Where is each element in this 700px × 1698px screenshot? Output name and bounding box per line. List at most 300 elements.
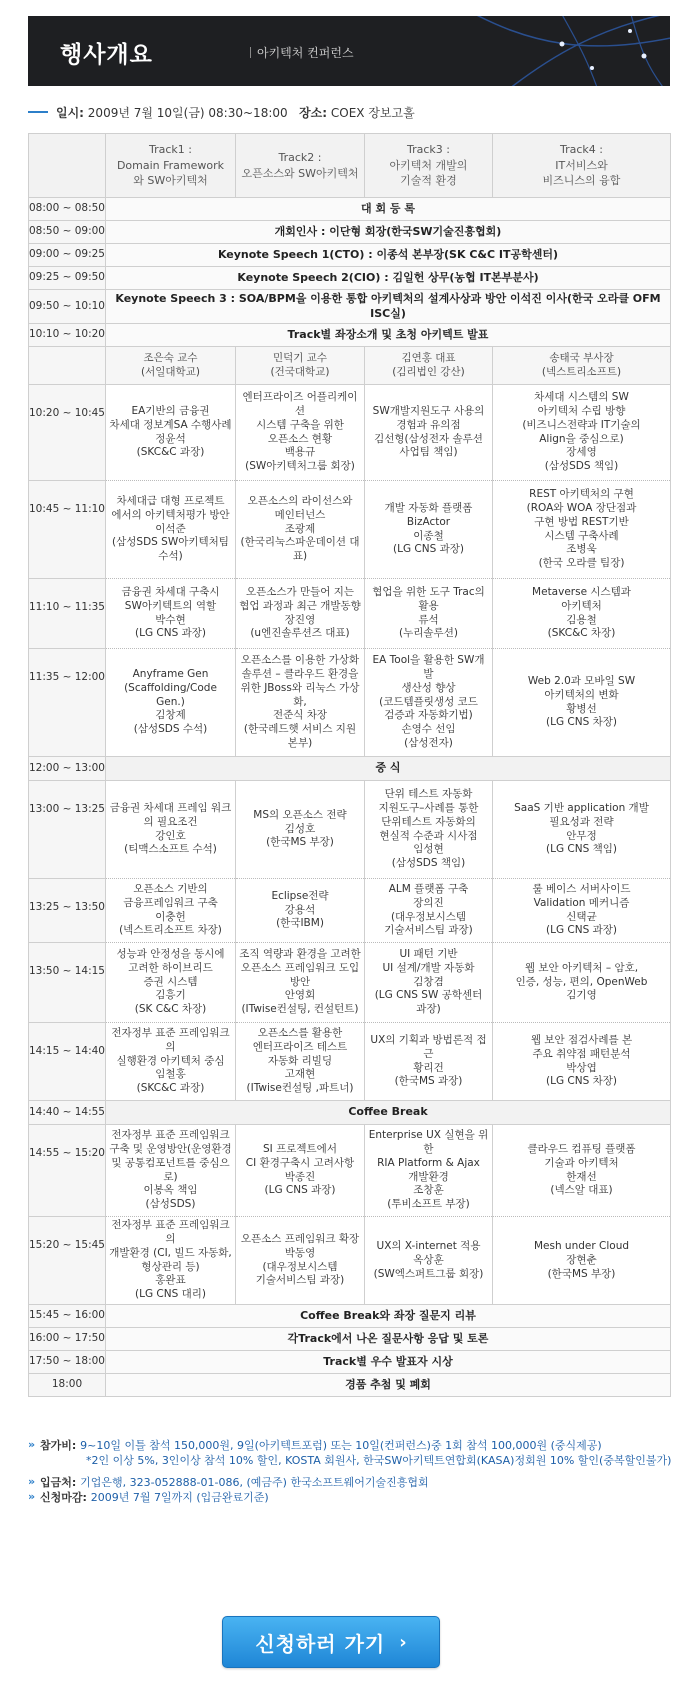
time-cell	[29, 347, 106, 385]
date-label: 일시:	[56, 106, 84, 120]
plenary-session: 개회인사 : 이단형 회장(한국SW기술진흥협회)	[106, 221, 671, 244]
session-talk	[236, 1023, 365, 1101]
cell-line: 오픈소스의 라이선스와	[247, 494, 353, 507]
cell-line: 협업 과정과 최근 개발동향	[239, 599, 361, 612]
discount-note: *2인 이상 5%, 3인이상 참석 10% 할인, KOSTA 회원사, 한국SW아키텍트연합회(KASA)정회원 10% 할인(중복할인불가)	[86, 1454, 672, 1468]
cell-line: 홍완표	[155, 1274, 186, 1287]
plenary-session: Track별 좌장소개 및 초청 아키텍트 발표	[106, 324, 671, 347]
plenary-row	[29, 1351, 671, 1374]
cell-line: 강용석	[284, 903, 316, 916]
cell-line: 박동영	[284, 1246, 316, 1259]
session-talk	[106, 943, 236, 1023]
cell-line: 단위 테스트 자동화	[384, 787, 473, 800]
cell-line: (티맥스소프트 수석)	[124, 843, 217, 856]
time-cell: 10:45 ~ 11:10	[29, 481, 106, 579]
plenary-session: Track별 우수 발표자 시상	[106, 1351, 671, 1374]
cell-line: Validation 메커니즘	[533, 896, 630, 909]
cell-line: 개발환경	[408, 1170, 449, 1183]
cell-line: (SK C&C 차장)	[134, 1003, 207, 1016]
cell-line: 생산성 향상	[401, 681, 456, 694]
cell-line: 손영수 선임	[401, 723, 456, 736]
cell-line: SW개발지원도구 사용의	[372, 404, 485, 417]
cell-line: 전자정부 표준 프레임워크의	[111, 1219, 230, 1245]
cell-line: 아키텍처의 변화	[544, 688, 619, 701]
session-talk	[236, 943, 365, 1023]
session-talk	[106, 781, 236, 879]
cell-line: 김흥기	[155, 989, 186, 1002]
time-cell: 09:00 ~ 09:25	[29, 244, 106, 267]
cell-line: SI 프로젝트에서	[263, 1142, 337, 1155]
date-value: 2009년 7월 10일(금) 08:30~18:00	[83, 106, 288, 120]
cell-line: 개발 자동화 플랫폼	[384, 501, 473, 514]
session-talk	[365, 385, 493, 481]
cell-line: Eclipse전략	[271, 889, 329, 902]
cell-line: 전준식 차장	[272, 709, 328, 722]
session-talk	[106, 481, 236, 579]
track-header-4	[493, 134, 671, 198]
time-cell: 15:45 ~ 16:00	[29, 1305, 106, 1328]
registration-notes	[28, 1438, 678, 1506]
session-talk	[365, 579, 493, 649]
cell-line: 오픈소스를 활용한	[257, 1026, 343, 1039]
session-talk	[493, 385, 671, 481]
cell-line: 및 공통컴포넌트를 중심으로)	[111, 1156, 230, 1183]
cell-line: (삼성SDS SW아키텍처팀	[112, 536, 229, 549]
cell-line: 안영회	[284, 989, 316, 1002]
cell-line: 류석	[418, 613, 439, 626]
cell-line: IT서비스와	[555, 158, 608, 172]
track-header-3	[365, 134, 493, 198]
cell-line: 실행환경 아키텍처 중심	[116, 1054, 225, 1067]
plenary-row	[29, 198, 671, 221]
session-row	[29, 781, 671, 879]
cell-line: (서일대학교)	[141, 365, 200, 378]
cell-line: UI 패턴 기반	[399, 947, 458, 960]
session-talk	[493, 579, 671, 649]
session-talk	[236, 649, 365, 757]
cell-line: 에서의 아키텍처평가 방안	[111, 508, 230, 521]
track-chair-2	[236, 347, 365, 385]
session-talk	[236, 481, 365, 579]
cell-line: 조병욱	[566, 543, 597, 556]
session-talk	[106, 579, 236, 649]
cell-line: (삼성SDS)	[145, 1198, 196, 1211]
cell-line: (한국MS 과장)	[394, 1075, 463, 1088]
plenary-row	[29, 1374, 671, 1397]
cell-line: 송태국 부사장	[549, 351, 614, 364]
cell-line: (LG CNS 과장)	[546, 924, 617, 937]
cell-line: 엔터프라이즈 테스트	[252, 1040, 348, 1053]
cell-line: (SKC&C 과장)	[136, 1082, 205, 1095]
cell-line: 구현 방법 REST기반	[534, 515, 629, 528]
time-cell: 10:10 ~ 10:20	[29, 324, 106, 347]
cell-line: (u엔진솔루션즈 대표)	[250, 627, 350, 640]
cell-line: (LG CNS 과장)	[393, 543, 464, 556]
cell-line: 조은숙 교수	[143, 351, 198, 364]
plenary-session: Keynote Speech 2(CIO) : 김일헌 상무(농협 IT본부분사)	[106, 267, 671, 290]
cell-line: 수석)	[158, 550, 183, 563]
cell-line: 구축 및 운영방안(운영환경	[109, 1142, 232, 1155]
plenary-session: Coffee Break와 좌장 질문지 리뷰	[106, 1305, 671, 1328]
cell-line: RIA Platform & Ajax	[377, 1156, 480, 1169]
cell-line: 이봉옥 책임	[143, 1184, 198, 1197]
session-talk	[493, 1023, 671, 1101]
cell-line: 인증, 성능, 편의, OpenWeb	[515, 975, 648, 988]
cell-line: 백용규	[284, 446, 316, 459]
time-cell: 09:50 ~ 10:10	[29, 290, 106, 324]
cell-line: 고려한 하이브리드	[128, 961, 213, 974]
cell-line: (한국레드햇 서비스 지원본부)	[243, 723, 357, 750]
time-cell: 13:50 ~ 14:15	[29, 943, 106, 1023]
cell-line: (건국대학교)	[270, 365, 330, 378]
cell-line: (LG CNS SW 공학센터 과장)	[374, 989, 483, 1016]
cell-line: 사업팀 책임)	[399, 446, 458, 459]
cell-line: UX의 기획과 방법론적 접근	[370, 1033, 487, 1060]
plenary-session: Keynote Speech 1(CTO) : 이종석 본부장(SK C&C IT공학센터)	[106, 244, 671, 267]
plenary-session: Coffee Break	[106, 1101, 671, 1125]
session-row	[29, 1217, 671, 1305]
session-talk	[236, 781, 365, 879]
cell-line: (삼성SDS 책임)	[544, 460, 619, 473]
cell-line: 웹 보안 점검사례를 본	[530, 1033, 633, 1046]
cell-line: Track1 :	[149, 143, 192, 157]
cell-line: 박상엽	[566, 1061, 597, 1074]
cell-line: 전자정부 표준 프레임워크	[111, 1128, 230, 1141]
time-cell: 08:00 ~ 08:50	[29, 198, 106, 221]
session-row	[29, 385, 671, 481]
track-header-row	[29, 134, 671, 198]
cell-line: 현실적 수준과 시사점	[379, 829, 478, 842]
cell-line: 주요 취약점 패턴분석	[532, 1047, 631, 1060]
cell-line: 이석준	[155, 522, 186, 535]
cell-line: 성능과 안정성을 동시에	[116, 947, 225, 960]
cell-line: 차세대 정보계SA 수행사례	[109, 418, 232, 431]
cell-line: 아키텍처	[561, 599, 602, 612]
cell-line: 오픈소스와 SW아키텍처	[241, 166, 359, 180]
cell-line: 의 필요조건	[143, 815, 198, 828]
plenary-session: 각Track에서 나온 질문사항 응답 및 토론	[106, 1328, 671, 1351]
plenary-row	[29, 324, 671, 347]
cell-line: 웹 보안 아키텍처 – 암호,	[524, 961, 639, 974]
cell-line: 고재현	[284, 1068, 316, 1081]
cell-line: Web 2.0과 모바일 SW	[527, 674, 636, 687]
cell-line: 오픈소스가 만들어 지는	[245, 585, 355, 598]
cell-line: (SKC&C 차장)	[547, 627, 616, 640]
page-subtitle: 아키텍처 컨퍼런스	[250, 44, 354, 61]
time-cell: 11:10 ~ 11:35	[29, 579, 106, 649]
session-talk	[236, 385, 365, 481]
cell-line: Anyframe Gen	[132, 667, 209, 680]
cell-line: 기술서비스팀 과장)	[255, 1274, 345, 1287]
time-cell: 12:00 ~ 13:00	[29, 757, 106, 781]
cell-line: (Scaffolding/Code Gen.)	[124, 681, 217, 708]
cell-line: 메인터넌스	[274, 508, 326, 521]
cell-line: 조직 역량과 환경을 고려한	[239, 947, 361, 960]
cell-line: (LG CNS 과장)	[135, 627, 206, 640]
cell-line: 정윤석	[155, 432, 186, 445]
cell-line: 전자정부 표준 프레임워크의	[111, 1026, 230, 1053]
time-cell: 13:00 ~ 13:25	[29, 781, 106, 879]
time-cell: 14:40 ~ 14:55	[29, 1101, 106, 1125]
cell-line: 한재선	[566, 1170, 597, 1183]
cell-line: 김연홍 대표	[401, 351, 456, 364]
cell-line: 오픈소스 프레임워크 도입방안	[240, 961, 360, 988]
corner-cell	[29, 134, 106, 198]
cell-line: 오픈소스를 이용한 가상화	[240, 654, 360, 667]
cell-line: 조창훈	[413, 1184, 444, 1197]
cell-line: 장현춘	[566, 1253, 597, 1266]
apply-button-label: 신청하러 가기	[255, 1631, 386, 1656]
session-talk	[365, 649, 493, 757]
cell-line: 단위테스트 자동화의	[381, 815, 476, 828]
cell-line: 기술과 아키텍처	[544, 1156, 619, 1169]
session-talk	[365, 1125, 493, 1217]
break-row	[29, 1101, 671, 1125]
cell-line: Metaverse 시스템과	[532, 585, 631, 598]
cell-line: Track2 :	[278, 151, 322, 165]
session-talk	[106, 385, 236, 481]
session-talk	[365, 781, 493, 879]
session-row	[29, 649, 671, 757]
cell-line: (누리솔루션)	[399, 627, 458, 640]
cell-line: (ITwise컨설팅, 컨설턴트)	[241, 1003, 359, 1016]
plenary-session: 중 식	[106, 757, 671, 781]
time-cell: 18:00	[29, 1374, 106, 1397]
cell-line: 개발환경 (CI, 빌드 자동화,	[109, 1246, 232, 1259]
cell-line: 임성현	[413, 843, 444, 856]
place-value: COEX 장보고홀	[327, 106, 415, 120]
page-title: 행사개요	[60, 42, 153, 68]
cell-line: (넥스알 대표)	[550, 1184, 613, 1197]
cell-line: (넥스트리소프트 차장)	[119, 924, 222, 937]
session-talk	[365, 943, 493, 1023]
plenary-row	[29, 1305, 671, 1328]
cell-line: (SKC&C 과장)	[136, 446, 205, 459]
session-talk	[493, 943, 671, 1023]
cell-line: 이종철	[413, 529, 444, 542]
time-cell: 15:20 ~ 15:45	[29, 1217, 106, 1305]
cell-line: REST 아키텍처의 구현	[529, 487, 634, 500]
dash-icon	[28, 111, 48, 113]
cell-line: EA기반의 금융권	[131, 404, 210, 417]
cell-line: 장세영	[566, 446, 597, 459]
cell-line: Domain Framework	[116, 158, 225, 172]
place-label: 장소:	[299, 106, 328, 120]
cell-line: (한국IBM)	[276, 917, 324, 930]
cell-line: 활용	[418, 599, 439, 612]
network-decoration-icon	[440, 16, 670, 86]
cell-line: 강인호	[155, 829, 186, 842]
cell-line: 아키텍처 수립 방향	[537, 404, 626, 417]
cell-line: 차세대 시스템의 SW	[534, 390, 629, 403]
time-cell: 16:00 ~ 17:50	[29, 1328, 106, 1351]
cell-line: (LG CNS 책임)	[546, 843, 617, 856]
session-talk	[365, 1217, 493, 1305]
event-info	[28, 104, 415, 121]
cell-line: 김기영	[566, 989, 597, 1002]
cell-line: 조광제	[284, 522, 316, 535]
session-talk	[106, 879, 236, 943]
cell-line: 지원도구–사례를 통한	[378, 801, 479, 814]
header-banner	[28, 16, 670, 86]
cell-line: 안무정	[566, 829, 597, 842]
session-talk	[493, 1217, 671, 1305]
time-cell: 09:25 ~ 09:50	[29, 267, 106, 290]
cell-line: 증권 시스템	[143, 975, 198, 988]
apply-button[interactable]	[222, 1616, 440, 1668]
cell-line: 임철홍	[155, 1068, 186, 1081]
break-row	[29, 757, 671, 781]
cell-line: 이충헌	[155, 910, 186, 923]
cell-line: Align을 중심으로)	[539, 432, 624, 445]
session-talk	[106, 1217, 236, 1305]
cell-line: CI 환경구축시 고려사항	[245, 1156, 355, 1169]
session-talk	[365, 1023, 493, 1101]
cell-line: (LG CNS 대리)	[135, 1288, 206, 1301]
cell-line: 옥상훈	[413, 1253, 444, 1266]
cell-line: 오픈소스 프레임워크 확장	[240, 1232, 360, 1245]
cell-line: 장진영	[284, 613, 316, 626]
session-talk	[493, 481, 671, 579]
cell-line: 필요성과 전략	[549, 815, 614, 828]
cell-line: BizActor	[406, 515, 451, 528]
cell-line: SaaS 기반 application 개발	[514, 801, 649, 814]
track-header-2	[236, 134, 365, 198]
cell-line: 김선형(삼성전자 솔루션	[374, 432, 483, 445]
cell-line: (LG CNS 차장)	[546, 716, 617, 729]
session-talk	[236, 579, 365, 649]
cell-line: 오픈소스 현황	[267, 432, 333, 445]
session-talk	[106, 649, 236, 757]
cell-line: 박수현	[155, 613, 186, 626]
plenary-session: 대 회 등 록	[106, 198, 671, 221]
time-cell: 13:25 ~ 13:50	[29, 879, 106, 943]
plenary-row	[29, 244, 671, 267]
cell-line: 신택균	[566, 910, 597, 923]
cell-line: (ITwise컨설팅 ,파트너)	[246, 1082, 354, 1095]
cell-line: (코드템플릿생성 코드	[379, 695, 478, 708]
cell-line: (김리법인 강산)	[392, 365, 465, 378]
cell-line: 장의진	[413, 896, 444, 909]
session-talk	[365, 481, 493, 579]
plenary-row	[29, 290, 671, 324]
session-talk	[236, 1217, 365, 1305]
track-chair-1	[106, 347, 236, 385]
cell-line: Track4 :	[560, 143, 603, 157]
time-cell: 11:35 ~ 12:00	[29, 649, 106, 757]
cell-line: UX의 X-internet 적용	[376, 1239, 481, 1252]
cell-line: 경험과 유의점	[396, 418, 461, 431]
session-talk	[236, 879, 365, 943]
cell-line: Track3 :	[407, 143, 450, 157]
cell-line: (SW아키텍처그룹 회장)	[245, 460, 355, 473]
cell-line: 룰 베이스 서버사이드	[532, 882, 631, 895]
chair-speakers-row	[29, 347, 671, 385]
time-cell: 14:15 ~ 14:40	[29, 1023, 106, 1101]
session-talk	[493, 1125, 671, 1217]
cell-line: 형상관리 등)	[141, 1260, 200, 1273]
cell-line: (한국MS 부장)	[547, 1267, 616, 1280]
chevron-right-icon: ›	[399, 1631, 407, 1653]
cell-line: Mesh under Cloud	[533, 1239, 630, 1252]
cell-line: 시스템 구축을 위한	[256, 418, 344, 431]
cell-line: (한국 오라클 팀장)	[538, 557, 625, 570]
cell-line: (LG CNS 과장)	[264, 1184, 336, 1197]
track-header-1	[106, 134, 236, 198]
session-row	[29, 1125, 671, 1217]
plenary-session: 경품 추첨 및 폐회	[106, 1374, 671, 1397]
cell-line: (한국리눅스파운데이션 대표)	[240, 536, 360, 563]
cell-line: 클라우드 컴퓨팅 플랫폼	[527, 1142, 636, 1155]
deadline-note: » 신청마감: 2009년 7월 7일까지 (입금완료기준)	[28, 1490, 678, 1505]
cell-line: 박종진	[284, 1170, 316, 1183]
cell-line: 위한 JBoss와 리눅스 가상화,	[240, 681, 360, 708]
cell-line: (대우정보시스템	[262, 1260, 338, 1273]
cell-line: MS의 오픈소스 전략	[253, 808, 347, 821]
cell-line: (ROA와 WOA 장단점과	[526, 501, 637, 514]
session-talk	[365, 879, 493, 943]
cell-line: (LG CNS 차장)	[546, 1075, 617, 1088]
cell-line: (비즈니스전략과 IT기술의	[522, 418, 641, 431]
cell-line: (넥스트리소프트)	[541, 365, 622, 378]
cell-line: Enterprise UX 실현을 위한	[368, 1128, 489, 1155]
cell-line: (대우정보시스템	[390, 910, 467, 923]
session-talk	[493, 649, 671, 757]
cell-line: 엔터프라이즈 어플리케이션	[242, 390, 358, 417]
track-chair-3	[365, 347, 493, 385]
cell-line: 황리건	[413, 1061, 444, 1074]
time-cell: 08:50 ~ 09:00	[29, 221, 106, 244]
deposit-note: » 입금처: 기업은행, 323-052888-01-086, (예금주) 한국소프트웨어기술진흥협회	[28, 1475, 678, 1490]
cell-line: 차세대급 대형 프로젝트	[116, 494, 225, 507]
schedule-table	[28, 133, 671, 1397]
cell-line: SW아키텍트의 역할	[124, 599, 217, 612]
cell-line: 금융권 차세대 프레임 워크	[109, 801, 232, 814]
cell-line: 자동화 리빌딩	[267, 1054, 333, 1067]
cell-line: 금융권 차세대 구축시	[121, 585, 220, 598]
session-row	[29, 579, 671, 649]
cell-line: (삼성SDS 책임)	[391, 857, 466, 870]
cell-line: (삼성전자)	[404, 737, 453, 750]
cell-line: 오픈소스 기반의	[133, 882, 208, 895]
cell-line: 민덕기 교수	[272, 351, 328, 364]
cell-line: 시스템 구축사례	[544, 529, 619, 542]
time-cell: 14:55 ~ 15:20	[29, 1125, 106, 1217]
fee-note: » 참가비: 9~10일 이틀 참석 150,000원, 9일(아키텍트포럼) 또는 10일(컨퍼런스)중 1회 참석 100,000원 (중식제공) *2인 이상 5%, 3인이상 참석 10% 할인, KOSTA 회원사, 한국SW아키텍트연합회(KASA)정회원 10% 할인(중복할인불가)	[28, 1438, 678, 1469]
cell-line: UI 설계/개발 자동화	[382, 961, 475, 974]
cell-line: 황병선	[566, 702, 597, 715]
cell-line: (투비소프트 부장)	[387, 1198, 470, 1211]
track-chair-4	[493, 347, 671, 385]
plenary-session: Keynote Speech 3 : SOA/BPM을 이용한 통합 아키텍처의 설계사상과 방안 이석진 이사(한국 오라클 OFM ISC실)	[106, 290, 671, 324]
cell-line: 금융프레임워크 구축	[123, 896, 218, 909]
cell-line: 아키텍처 개발의	[389, 158, 468, 172]
cell-line: 비즈니스의 융합	[542, 174, 621, 188]
cell-line: EA Tool을 활용한 SW개발	[372, 654, 485, 680]
cell-line: 김용철	[566, 613, 597, 626]
cell-line: (SW엑스퍼트그룹 회장)	[373, 1267, 484, 1280]
cell-line: 검증과 자동화기법)	[384, 709, 473, 722]
time-cell: 10:20 ~ 10:45	[29, 385, 106, 481]
cell-line: 김성호	[284, 822, 316, 835]
cell-line: 김창겸	[413, 975, 444, 988]
cell-line: ALM 플랫폼 구축	[388, 882, 469, 895]
plenary-row	[29, 221, 671, 244]
plenary-row	[29, 267, 671, 290]
session-talk	[106, 1125, 236, 1217]
time-cell: 17:50 ~ 18:00	[29, 1351, 106, 1374]
cell-line: 기술적 환경	[400, 174, 457, 188]
